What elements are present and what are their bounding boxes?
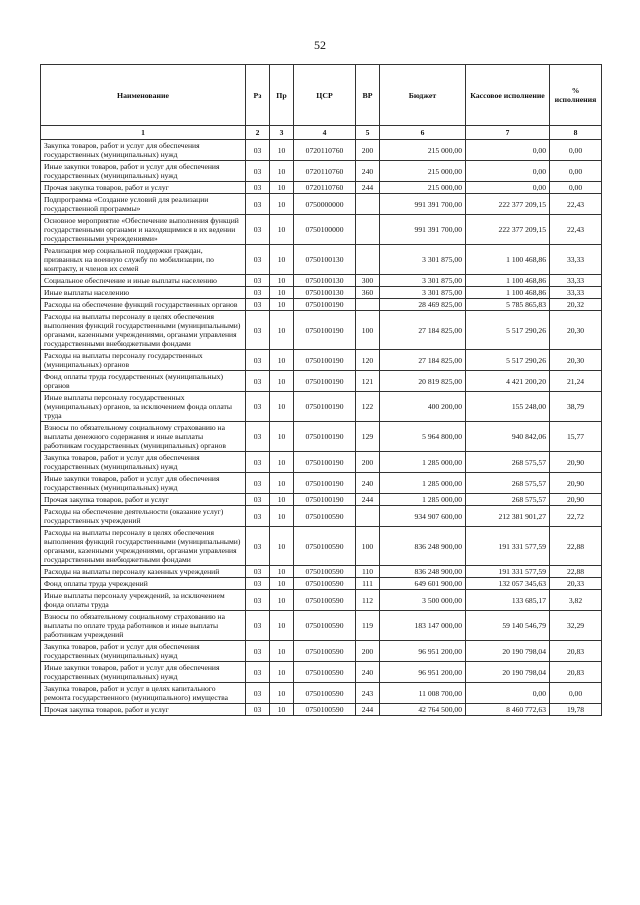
column-number: 8: [550, 126, 602, 140]
row-name: Иные выплаты персоналу учреждений, за исключением фонда оплаты труда: [41, 590, 246, 611]
table-row: [41, 275, 602, 287]
row-budget: 1 285 000,00: [380, 473, 466, 494]
table-row: [41, 506, 602, 527]
row-name: Взносы по обязательному социальному страхованию на выплаты денежного содержания и иные выплаты работникам государственных (муниципальных) органов: [41, 422, 246, 452]
row-pct: 38,79: [550, 392, 602, 422]
column-number: 3: [270, 126, 294, 140]
row-vr: 243: [356, 683, 380, 704]
row-budget: 991 391 700,00: [380, 194, 466, 215]
table-row: [41, 392, 602, 422]
table-row: [41, 641, 602, 662]
row-vr: [356, 215, 380, 245]
row-pct: 0,00: [550, 161, 602, 182]
table-row: [41, 350, 602, 371]
table-row: [41, 287, 602, 299]
row-cash: 4 421 200,20: [466, 371, 550, 392]
row-name: Расходы на выплаты персоналу государственных (муниципальных) органов: [41, 350, 246, 371]
table-row: [41, 161, 602, 182]
table-row: [41, 683, 602, 704]
row-name: Иные закупки товаров, работ и услуг для обеспечения государственных (муниципальных) нужд: [41, 473, 246, 494]
row-vr: 110: [356, 566, 380, 578]
header-row: [41, 65, 602, 126]
row-budget: 934 907 600,00: [380, 506, 466, 527]
row-vr: 129: [356, 422, 380, 452]
row-rz: 03: [246, 590, 270, 611]
row-budget: 215 000,00: [380, 182, 466, 194]
header-name: Наименование: [41, 65, 246, 126]
row-vr: 240: [356, 662, 380, 683]
row-csr: 0750100590: [294, 566, 356, 578]
column-number: 1: [41, 126, 246, 140]
row-rz: 03: [246, 245, 270, 275]
row-pct: 20,90: [550, 473, 602, 494]
row-cash: 940 842,06: [466, 422, 550, 452]
row-pr: 10: [270, 194, 294, 215]
table-row: [41, 311, 602, 350]
row-budget: 649 601 900,00: [380, 578, 466, 590]
row-vr: 240: [356, 161, 380, 182]
row-rz: 03: [246, 287, 270, 299]
row-rz: 03: [246, 422, 270, 452]
row-name: Взносы по обязательному социальному страхованию на выплаты по оплате труда работников и иные выплаты работникам учреждений: [41, 611, 246, 641]
row-pr: 10: [270, 452, 294, 473]
column-number: 4: [294, 126, 356, 140]
row-name: Расходы на обеспечение деятельности (оказание услуг) государственных учреждений: [41, 506, 246, 527]
row-pr: 10: [270, 299, 294, 311]
row-csr: 0750000000: [294, 194, 356, 215]
row-pr: 10: [270, 215, 294, 245]
row-rz: 03: [246, 494, 270, 506]
table-row: [41, 245, 602, 275]
row-pct: 20,83: [550, 662, 602, 683]
table-row: [41, 704, 602, 716]
row-cash: 222 377 209,15: [466, 215, 550, 245]
row-cash: 59 140 546,79: [466, 611, 550, 641]
row-csr: 0750100190: [294, 422, 356, 452]
row-rz: 03: [246, 578, 270, 590]
row-pct: 3,82: [550, 590, 602, 611]
row-cash: 20 190 798,04: [466, 641, 550, 662]
row-name: Подпрограмма «Создание условий для реализации государственной программы»: [41, 194, 246, 215]
column-number-row: [41, 126, 602, 140]
row-rz: 03: [246, 392, 270, 422]
row-name: Закупка товаров, работ и услуг для обеспечения государственных (муниципальных) нужд: [41, 641, 246, 662]
row-vr: 360: [356, 287, 380, 299]
row-name: Основное мероприятие «Обеспечение выполнения функций государственными органами и находящимися в их ведении государственными учреждениями»: [41, 215, 246, 245]
row-pr: 10: [270, 311, 294, 350]
row-name: Иные закупки товаров, работ и услуг для обеспечения государственных (муниципальных) нужд: [41, 161, 246, 182]
row-pct: 22,88: [550, 527, 602, 566]
row-rz: 03: [246, 566, 270, 578]
row-pr: 10: [270, 392, 294, 422]
row-pct: 21,24: [550, 371, 602, 392]
row-name: Закупка товаров, работ и услуг для обеспечения государственных (муниципальных) нужд: [41, 140, 246, 161]
row-pr: 10: [270, 182, 294, 194]
row-rz: 03: [246, 662, 270, 683]
row-rz: 03: [246, 704, 270, 716]
page-number: 52: [314, 38, 326, 52]
row-name: Социальное обеспечение и иные выплаты населению: [41, 275, 246, 287]
row-rz: 03: [246, 371, 270, 392]
row-rz: 03: [246, 275, 270, 287]
row-budget: 215 000,00: [380, 140, 466, 161]
row-rz: 03: [246, 527, 270, 566]
row-name: Расходы на выплаты персоналу в целях обеспечения выполнения функций государственными (муниципальными) органами, казенными учреждениями, органами управления государственными внебюджетными фондами: [41, 311, 246, 350]
row-csr: 0750100590: [294, 641, 356, 662]
row-vr: [356, 245, 380, 275]
row-csr: 0750100590: [294, 527, 356, 566]
row-name: Прочая закупка товаров, работ и услуг: [41, 704, 246, 716]
row-cash: 268 575,57: [466, 452, 550, 473]
row-vr: 244: [356, 494, 380, 506]
row-cash: 132 057 345,63: [466, 578, 550, 590]
row-pr: 10: [270, 275, 294, 287]
row-pct: 20,90: [550, 494, 602, 506]
row-csr: 0750100190: [294, 494, 356, 506]
row-cash: 5 517 290,26: [466, 311, 550, 350]
row-rz: 03: [246, 506, 270, 527]
row-name: Расходы на выплаты персоналу казенных учреждений: [41, 566, 246, 578]
table-body: [41, 140, 602, 716]
header-budget: Бюджет: [380, 65, 466, 126]
row-cash: 268 575,57: [466, 494, 550, 506]
row-budget: 991 391 700,00: [380, 215, 466, 245]
header-pct: % исполнения: [550, 65, 602, 126]
row-cash: 191 331 577,59: [466, 566, 550, 578]
row-pr: 10: [270, 506, 294, 527]
row-pr: 10: [270, 494, 294, 506]
row-cash: 1 100 468,86: [466, 275, 550, 287]
row-cash: 0,00: [466, 161, 550, 182]
row-csr: 0720110760: [294, 182, 356, 194]
row-budget: 3 500 000,00: [380, 590, 466, 611]
row-vr: 100: [356, 527, 380, 566]
row-cash: 222 377 209,15: [466, 194, 550, 215]
row-name: Реализация мер социальной поддержки граждан, призванных на военную службу по мобилизации, по контракту, и членов их семей: [41, 245, 246, 275]
row-name: Иные выплаты населению: [41, 287, 246, 299]
row-budget: 400 200,00: [380, 392, 466, 422]
header-rz: Рз: [246, 65, 270, 126]
row-pct: 33,33: [550, 287, 602, 299]
row-vr: 244: [356, 182, 380, 194]
row-budget: 1 285 000,00: [380, 452, 466, 473]
row-rz: 03: [246, 683, 270, 704]
row-cash: 1 100 468,86: [466, 245, 550, 275]
row-budget: 27 184 825,00: [380, 350, 466, 371]
row-name: Закупка товаров, работ и услуг в целях капитального ремонта государственного (муниципального) имущества: [41, 683, 246, 704]
row-name: Расходы на обеспечение функций государственных органов: [41, 299, 246, 311]
row-cash: 212 381 901,27: [466, 506, 550, 527]
row-rz: 03: [246, 473, 270, 494]
row-name: Прочая закупка товаров, работ и услуг: [41, 494, 246, 506]
row-cash: 268 575,57: [466, 473, 550, 494]
row-name: Закупка товаров, работ и услуг для обеспечения государственных (муниципальных) нужд: [41, 452, 246, 473]
row-csr: 0750100590: [294, 611, 356, 641]
row-budget: 836 248 900,00: [380, 566, 466, 578]
table-row: [41, 662, 602, 683]
row-vr: 300: [356, 275, 380, 287]
row-pr: 10: [270, 287, 294, 299]
table-row: [41, 422, 602, 452]
row-cash: 1 100 468,86: [466, 287, 550, 299]
row-csr: 0750100590: [294, 590, 356, 611]
row-csr: 0750100590: [294, 704, 356, 716]
row-pr: 10: [270, 527, 294, 566]
table-row: [41, 611, 602, 641]
row-cash: 20 190 798,04: [466, 662, 550, 683]
row-rz: 03: [246, 299, 270, 311]
row-pr: 10: [270, 161, 294, 182]
row-csr: 0750100190: [294, 371, 356, 392]
table-row: [41, 452, 602, 473]
row-pr: 10: [270, 590, 294, 611]
row-pr: 10: [270, 473, 294, 494]
row-rz: 03: [246, 641, 270, 662]
row-cash: 155 248,00: [466, 392, 550, 422]
table-row: [41, 140, 602, 161]
header-csr: ЦСР: [294, 65, 356, 126]
row-csr: 0750100590: [294, 683, 356, 704]
column-number: 2: [246, 126, 270, 140]
table-row: [41, 215, 602, 245]
row-vr: [356, 194, 380, 215]
table-row: [41, 473, 602, 494]
row-pct: 20,32: [550, 299, 602, 311]
row-vr: 200: [356, 452, 380, 473]
table-row: [41, 182, 602, 194]
header-cash: Кассовое исполнение: [466, 65, 550, 126]
row-budget: 5 964 800,00: [380, 422, 466, 452]
row-pr: 10: [270, 140, 294, 161]
row-name: Прочая закупка товаров, работ и услуг: [41, 182, 246, 194]
row-rz: 03: [246, 194, 270, 215]
row-csr: 0750100190: [294, 311, 356, 350]
row-pr: 10: [270, 683, 294, 704]
row-rz: 03: [246, 182, 270, 194]
row-vr: 119: [356, 611, 380, 641]
row-csr: 0750100130: [294, 245, 356, 275]
row-vr: [356, 506, 380, 527]
row-rz: 03: [246, 215, 270, 245]
row-csr: 0750100190: [294, 299, 356, 311]
header-pr: Пр: [270, 65, 294, 126]
row-vr: 240: [356, 473, 380, 494]
row-csr: 0750100190: [294, 350, 356, 371]
row-vr: 121: [356, 371, 380, 392]
row-pct: 20,90: [550, 452, 602, 473]
row-cash: 191 331 577,59: [466, 527, 550, 566]
row-name: Иные выплаты персоналу государственных (муниципальных) органов, за исключением фонда оплаты труда: [41, 392, 246, 422]
row-csr: 0720110760: [294, 140, 356, 161]
row-name: Фонд оплаты труда учреждений: [41, 578, 246, 590]
row-vr: 200: [356, 140, 380, 161]
row-pr: 10: [270, 611, 294, 641]
row-pct: 15,77: [550, 422, 602, 452]
row-pct: 32,29: [550, 611, 602, 641]
table-row: [41, 578, 602, 590]
row-rz: 03: [246, 161, 270, 182]
row-vr: 112: [356, 590, 380, 611]
row-name: Иные закупки товаров, работ и услуг для обеспечения государственных (муниципальных) нужд: [41, 662, 246, 683]
row-pr: 10: [270, 662, 294, 683]
row-pct: 22,88: [550, 566, 602, 578]
row-pct: 0,00: [550, 140, 602, 161]
row-pct: 20,30: [550, 311, 602, 350]
row-csr: 0750100000: [294, 215, 356, 245]
row-budget: 11 008 700,00: [380, 683, 466, 704]
table-row: [41, 566, 602, 578]
table-row: [41, 494, 602, 506]
row-csr: 0750100190: [294, 452, 356, 473]
row-cash: 0,00: [466, 683, 550, 704]
row-pr: 10: [270, 566, 294, 578]
row-pr: 10: [270, 641, 294, 662]
header-vr: ВР: [356, 65, 380, 126]
table-row: [41, 527, 602, 566]
row-rz: 03: [246, 311, 270, 350]
row-pr: 10: [270, 371, 294, 392]
row-budget: 836 248 900,00: [380, 527, 466, 566]
row-budget: 3 301 875,00: [380, 245, 466, 275]
row-pr: 10: [270, 704, 294, 716]
row-name: Расходы на выплаты персоналу в целях обеспечения выполнения функций государственными (муниципальными) органами, казенными учреждениями, органами управления государственными внебюджетными фондами: [41, 527, 246, 566]
row-pct: 20,30: [550, 350, 602, 371]
row-cash: 0,00: [466, 140, 550, 161]
row-csr: 0720110760: [294, 161, 356, 182]
row-pr: 10: [270, 578, 294, 590]
row-pr: 10: [270, 350, 294, 371]
row-pct: 0,00: [550, 182, 602, 194]
row-vr: 122: [356, 392, 380, 422]
row-cash: 8 460 772,63: [466, 704, 550, 716]
row-rz: 03: [246, 140, 270, 161]
row-vr: 100: [356, 311, 380, 350]
table-row: [41, 299, 602, 311]
row-csr: 0750100590: [294, 506, 356, 527]
row-pct: 33,33: [550, 245, 602, 275]
row-pr: 10: [270, 245, 294, 275]
row-csr: 0750100130: [294, 287, 356, 299]
row-budget: 28 469 825,00: [380, 299, 466, 311]
budget-execution-table: [40, 64, 602, 716]
row-vr: 111: [356, 578, 380, 590]
row-rz: 03: [246, 611, 270, 641]
row-pr: 10: [270, 422, 294, 452]
table-row: [41, 371, 602, 392]
row-csr: 0750100130: [294, 275, 356, 287]
column-number: 7: [466, 126, 550, 140]
row-csr: 0750100190: [294, 473, 356, 494]
row-vr: [356, 299, 380, 311]
row-pct: 22,72: [550, 506, 602, 527]
row-cash: 5 785 865,83: [466, 299, 550, 311]
row-name: Фонд оплаты труда государственных (муниципальных) органов: [41, 371, 246, 392]
row-csr: 0750100590: [294, 578, 356, 590]
row-vr: 244: [356, 704, 380, 716]
row-budget: 27 184 825,00: [380, 311, 466, 350]
row-cash: 133 685,17: [466, 590, 550, 611]
row-rz: 03: [246, 350, 270, 371]
row-budget: 183 147 000,00: [380, 611, 466, 641]
row-pct: 19,78: [550, 704, 602, 716]
row-cash: 5 517 290,26: [466, 350, 550, 371]
row-pct: 22,43: [550, 215, 602, 245]
row-pct: 20,33: [550, 578, 602, 590]
table-row: [41, 590, 602, 611]
row-cash: 0,00: [466, 182, 550, 194]
row-budget: 3 301 875,00: [380, 275, 466, 287]
row-budget: 20 819 825,00: [380, 371, 466, 392]
row-csr: 0750100190: [294, 392, 356, 422]
row-vr: 200: [356, 641, 380, 662]
row-pct: 20,83: [550, 641, 602, 662]
row-pct: 0,00: [550, 683, 602, 704]
row-budget: 96 951 200,00: [380, 662, 466, 683]
row-csr: 0750100590: [294, 662, 356, 683]
row-pct: 33,33: [550, 275, 602, 287]
row-pct: 22,43: [550, 194, 602, 215]
table-row: [41, 194, 602, 215]
row-budget: 1 285 000,00: [380, 494, 466, 506]
row-vr: 120: [356, 350, 380, 371]
column-number: 5: [356, 126, 380, 140]
row-budget: 215 000,00: [380, 161, 466, 182]
row-rz: 03: [246, 452, 270, 473]
row-budget: 3 301 875,00: [380, 287, 466, 299]
row-budget: 42 764 500,00: [380, 704, 466, 716]
row-budget: 96 951 200,00: [380, 641, 466, 662]
column-number: 6: [380, 126, 466, 140]
